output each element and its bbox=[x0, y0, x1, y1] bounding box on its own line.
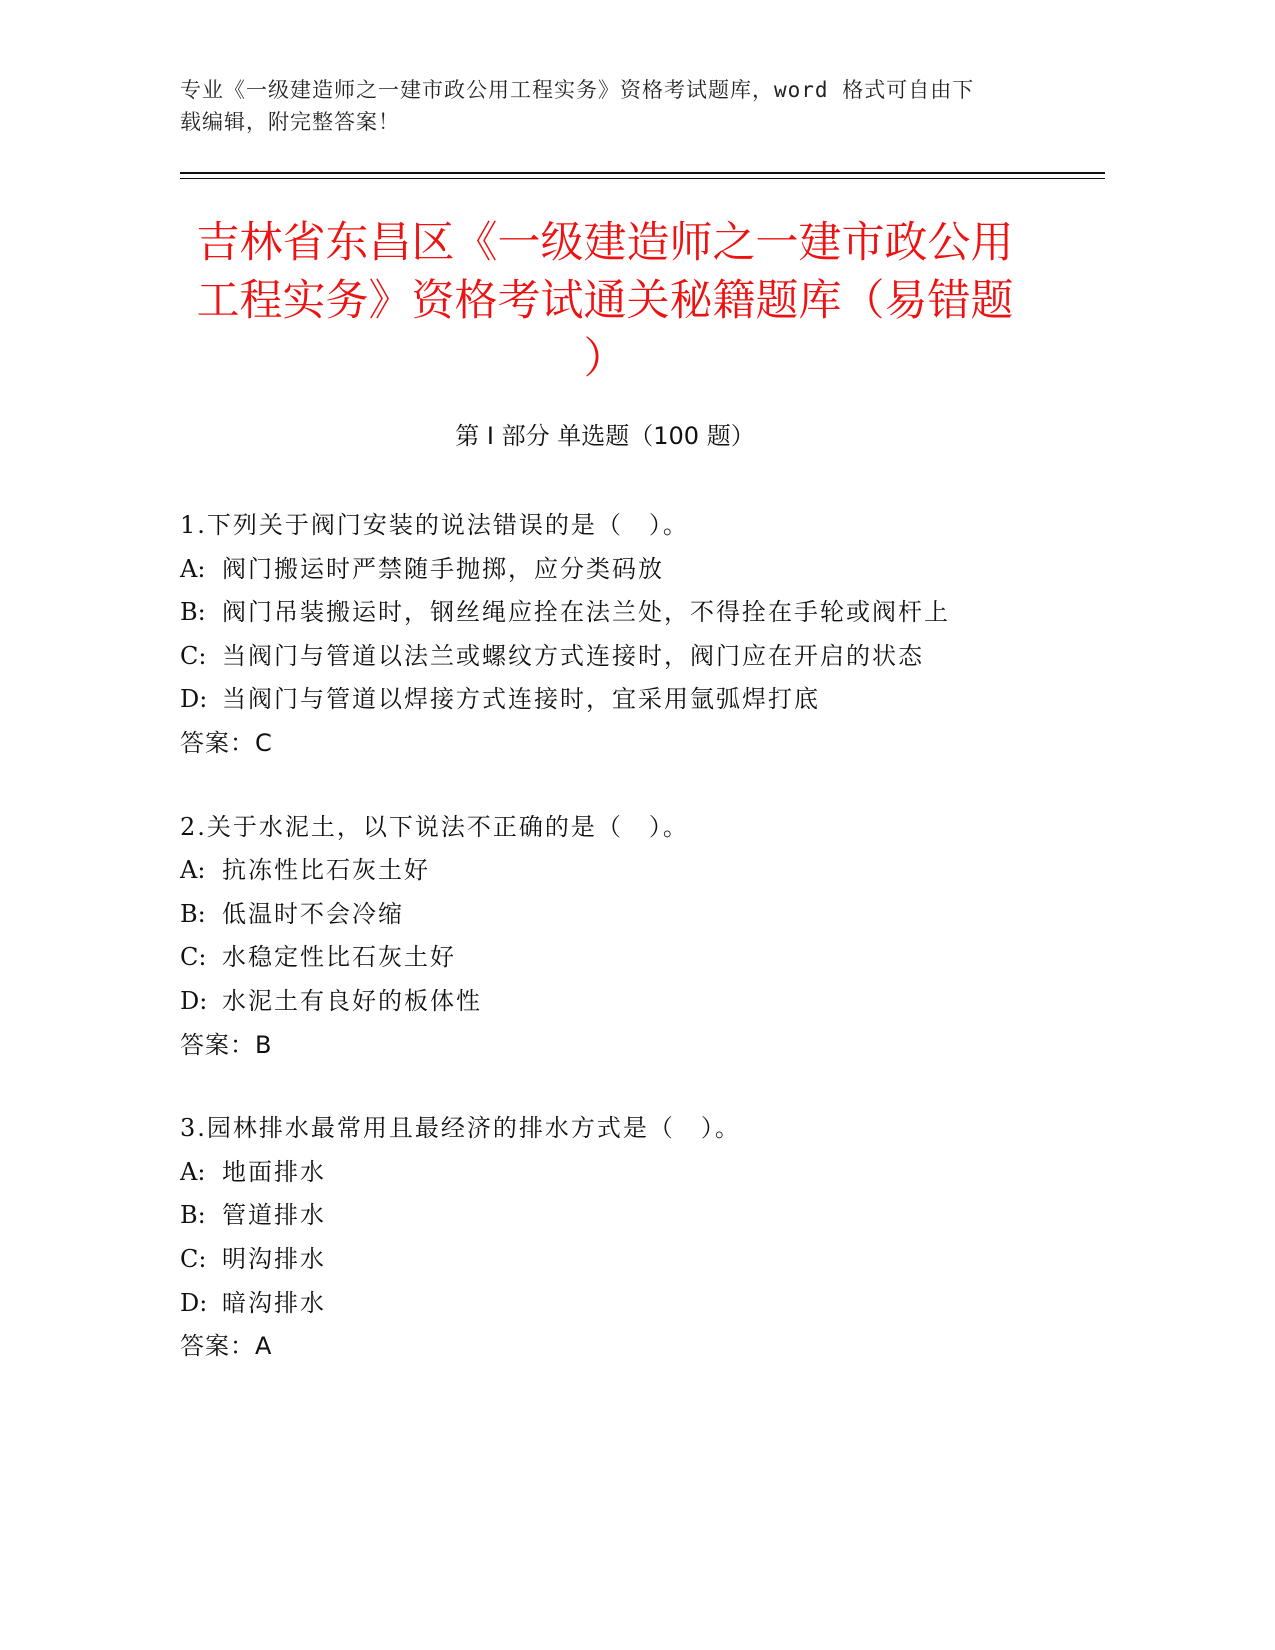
section-heading: 第 I 部分 单选题（100 题） bbox=[455, 422, 755, 450]
option-text: 阀门搬运时严禁随手抛掷，应分类码放 bbox=[222, 554, 664, 583]
question-3 bbox=[180, 1107, 1100, 1369]
option-text: 明沟排水 bbox=[222, 1244, 326, 1273]
answer: 答案：B bbox=[180, 1030, 273, 1059]
question-list bbox=[180, 504, 1100, 1409]
option-letter: A: bbox=[180, 856, 206, 885]
option-a bbox=[180, 548, 1100, 592]
option-c bbox=[180, 936, 1100, 980]
answer: 答案：A bbox=[180, 1332, 273, 1361]
answer: 答案：C bbox=[180, 728, 273, 757]
option-letter: D: bbox=[180, 1288, 208, 1317]
question-stem: 2.关于水泥土，以下说法不正确的是（ ）。 bbox=[180, 812, 689, 841]
option-letter: B: bbox=[180, 598, 206, 627]
option-b bbox=[180, 893, 1100, 937]
option-a bbox=[180, 849, 1100, 893]
option-d bbox=[180, 678, 1100, 722]
option-b bbox=[180, 591, 1100, 635]
document-title bbox=[180, 214, 1030, 388]
option-text: 低温时不会冷缩 bbox=[222, 899, 404, 928]
document-title-line-2: 工程实务》资格考试通关秘籍题库（易错题 bbox=[196, 276, 1014, 326]
option-text: 管道排水 bbox=[222, 1201, 326, 1230]
option-letter: B: bbox=[180, 1201, 206, 1230]
option-letter: A: bbox=[180, 554, 206, 583]
option-text: 阀门吊装搬运时，钢丝绳应拴在法兰处，不得拴在手轮或阀杆上 bbox=[222, 598, 950, 627]
option-a bbox=[180, 1151, 1100, 1195]
option-c bbox=[180, 1238, 1100, 1282]
option-d bbox=[180, 1282, 1100, 1326]
header-note-line-2: 载编辑，附完整答案！ bbox=[180, 110, 400, 134]
header-note-line-1: 专业《一级建造师之一建市政公用工程实务》资格考试题库，word 格式可自由下 bbox=[180, 78, 975, 102]
header-divider-thin bbox=[180, 178, 1105, 179]
option-letter: B: bbox=[180, 899, 206, 928]
option-text: 水稳定性比石灰土好 bbox=[222, 943, 456, 972]
header-note bbox=[180, 74, 1100, 138]
document-title-line-1: 吉林省东昌区《一级建造师之一建市政公用 bbox=[196, 218, 1014, 268]
question-stem: 3.园林排水最常用且最经济的排水方式是（ ）。 bbox=[180, 1114, 741, 1143]
header-divider-thick bbox=[180, 172, 1105, 174]
option-c bbox=[180, 635, 1100, 679]
option-letter: D: bbox=[180, 986, 208, 1015]
option-letter: D: bbox=[180, 685, 208, 714]
option-text: 水泥土有良好的板体性 bbox=[222, 986, 482, 1015]
question-1 bbox=[180, 504, 1100, 766]
option-text: 抗冻性比石灰土好 bbox=[222, 856, 430, 885]
document-title-line-3: ） bbox=[583, 334, 627, 384]
option-text: 暗沟排水 bbox=[222, 1288, 326, 1317]
option-letter: C: bbox=[180, 641, 207, 670]
option-letter: C: bbox=[180, 1244, 207, 1273]
option-text: 当阀门与管道以法兰或螺纹方式连接时，阀门应在开启的状态 bbox=[222, 641, 924, 670]
option-letter: A: bbox=[180, 1157, 206, 1186]
option-letter: C: bbox=[180, 943, 207, 972]
option-d bbox=[180, 980, 1100, 1024]
option-text: 当阀门与管道以焊接方式连接时，宜采用氩弧焊打底 bbox=[222, 685, 820, 714]
question-2 bbox=[180, 806, 1100, 1068]
option-text: 地面排水 bbox=[222, 1157, 326, 1186]
question-stem: 1.下列关于阀门安装的说法错误的是（ ）。 bbox=[180, 511, 689, 539]
option-b bbox=[180, 1194, 1100, 1238]
